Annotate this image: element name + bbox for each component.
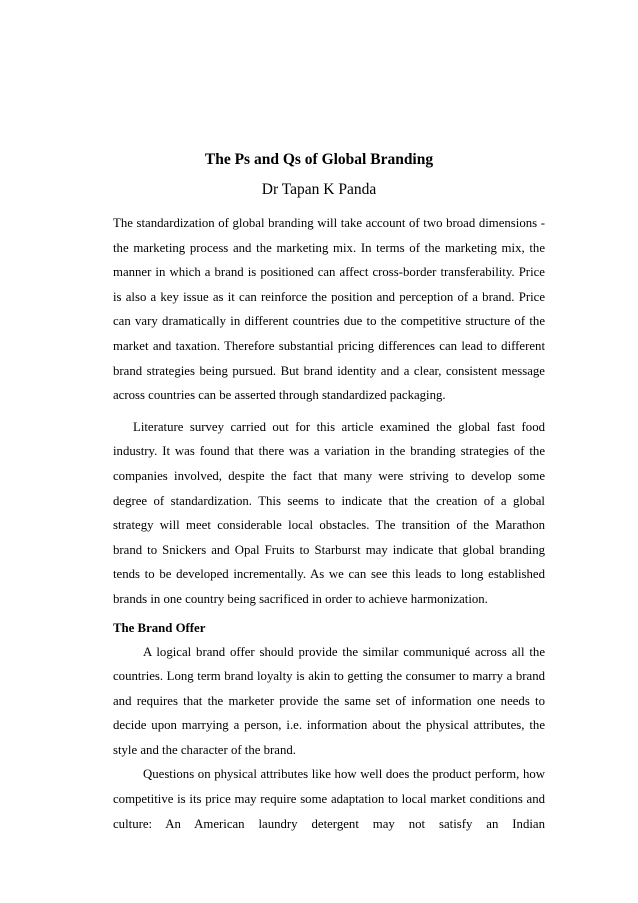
section-heading: The Brand Offer (113, 620, 206, 635)
document-title: The Ps and Qs of Global Branding (204, 151, 434, 168)
document-body (113, 211, 545, 836)
paragraph: A logical brand offer should provide the similar communiqué across all the countries. Long term brand loyalty is akin to getting the consumer to marry a brand and requires that the marketer provide the same set of information one needs to decide upon marrying a person, i.e. information about the physical attributes, the style and the character of the brand. (113, 644, 545, 757)
paragraph: Questions on physical attributes like how well does the product perform, how competitive is its price may require some adaptation to local market conditions and culture: An American laundry detergent may not satisfy an Indian (113, 767, 545, 831)
paragraph: Literature survey carried out for this article examined the global fast food industry. It was found that there was a variation in the branding strategies of the companies involved, despite the fact that many were striving to develop some degree of standardization. This seems to indicate that the creation of a global strategy will meet considerable local obstacles. The transition of the Marathon brand to Snickers and Opal Fruits to Starburst may indicate that global branding tends to be developed incrementally. As we can see this leads to long established brands in one country being sacrificed in order to achieve harmonization. (113, 419, 545, 606)
paragraph: The standardization of global branding will take account of two broad dimensions - the marketing process and the marketing mix. In terms of the marketing mix, the manner in which a brand is positioned can affect cross-border transferability. Price is also a key issue as it can reinforce the position and perception of a brand. Price can vary dramatically in different countries due to the competitive structure of the market and taxation. Therefore substantial pricing differences can lead to different brand strategies being pursued. But brand identity and a clear, consistent message across countries can be asserted through standardized packaging. (113, 216, 545, 403)
document-author: Dr Tapan K Panda (261, 181, 377, 198)
